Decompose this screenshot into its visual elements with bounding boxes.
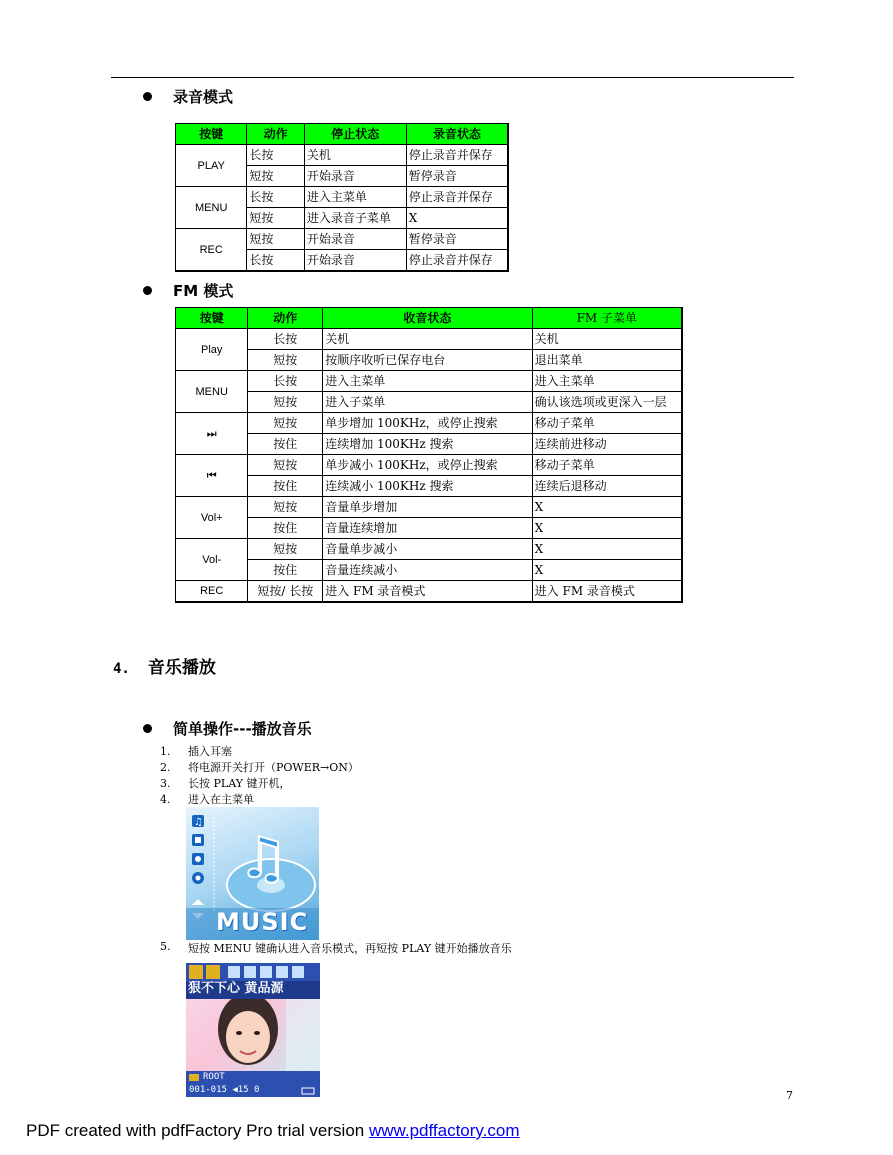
svg-text:♫: ♫	[238, 826, 289, 891]
column-header: 录音状态	[406, 124, 508, 145]
table-row	[176, 329, 683, 350]
table-cell: 连续前进移动	[532, 434, 682, 455]
table-cell: 长按	[247, 145, 305, 166]
title-bar	[186, 963, 320, 981]
table-header-row	[176, 308, 683, 329]
column-header: 动作	[247, 124, 305, 145]
section-number: 4.	[113, 661, 130, 677]
table-cell: 短按	[248, 392, 323, 413]
key-cell: ⏭	[176, 413, 248, 455]
table-row	[176, 187, 509, 208]
table-cell: 短按	[247, 208, 305, 229]
column-header: 按键	[176, 308, 248, 329]
table-cell: 移动子菜单	[532, 413, 682, 434]
rec-mode-table	[175, 123, 509, 272]
list-item: 5. 短按 MENU 键确认进入音乐模式，再短按 PLAY 键开始播放音乐	[160, 940, 512, 955]
table-cell: 开始录音	[304, 229, 406, 250]
svg-text:♫: ♫	[194, 817, 203, 828]
bullet-icon	[143, 92, 152, 101]
table-header-row	[176, 124, 509, 145]
table-cell: 退出菜单	[532, 350, 682, 371]
list-item: 1. 插入耳塞	[160, 745, 232, 758]
table-row	[176, 434, 683, 455]
table-cell: 进入 FM 录音模式	[323, 581, 532, 603]
table-row	[176, 560, 683, 581]
table-cell: X	[406, 208, 508, 229]
key-cell: MENU	[176, 371, 248, 413]
table-cell: 按住	[248, 476, 323, 497]
table-cell: 进入主菜单	[304, 187, 406, 208]
table-cell: 按住	[248, 434, 323, 455]
radio-icon	[192, 853, 204, 865]
table-cell: 停止录音并保存	[406, 250, 508, 272]
table-cell: 音量连续增加	[323, 518, 532, 539]
album-art	[186, 999, 320, 1071]
table-cell: 短按	[248, 350, 323, 371]
table-cell: 单步增加 100KHz，或停止搜索	[323, 413, 532, 434]
table-cell: 进入主菜单	[323, 371, 532, 392]
menu-icons	[192, 815, 204, 919]
table-cell: 按住	[248, 518, 323, 539]
folder-name: ROOT	[203, 1072, 225, 1082]
key-cell: Vol+	[176, 497, 248, 539]
column-header: 停止状态	[304, 124, 406, 145]
track-status: 001-015 ◀15 0	[189, 1085, 260, 1095]
song-title: 狠不下心 黄品源	[188, 981, 318, 997]
table-row	[176, 581, 683, 603]
table-cell: 音量单步减小	[323, 539, 532, 560]
table-cell: 关机	[532, 329, 682, 350]
footer	[26, 1121, 520, 1141]
table-row	[176, 350, 683, 371]
column-header: 按键	[176, 124, 247, 145]
table-row	[176, 371, 683, 392]
table-row	[176, 413, 683, 434]
list-item: 3. 长按 PLAY 键开机，	[160, 777, 291, 790]
table-cell: 连续后退移动	[532, 476, 682, 497]
column-header: 动作	[248, 308, 323, 329]
table-cell: 进入录音子菜单	[304, 208, 406, 229]
key-cell: ⏮	[176, 455, 248, 497]
bullet-icon	[143, 724, 152, 733]
subsection-heading	[143, 718, 312, 739]
film-icon	[192, 834, 204, 846]
table-cell: 暂停录音	[406, 229, 508, 250]
section-title: 音乐播放	[147, 658, 216, 678]
table-cell: 短按/ 长按	[248, 581, 323, 603]
table-cell: 确认该选项或更深入一层	[532, 392, 682, 413]
main-menu-screenshot	[186, 807, 319, 940]
table-cell: 短按	[248, 455, 323, 476]
table-cell: 关机	[304, 145, 406, 166]
column-header: 收音状态	[323, 308, 532, 329]
playback-screenshot	[186, 963, 320, 1097]
table-cell: 开始录音	[304, 166, 406, 187]
table-row	[176, 229, 509, 250]
table-row	[176, 455, 683, 476]
music-note-icon	[192, 815, 204, 828]
table-cell: 长按	[248, 371, 323, 392]
table-cell: 停止录音并保存	[406, 187, 508, 208]
table-cell: 音量连续减小	[323, 560, 532, 581]
big-music-note-icon	[238, 826, 288, 891]
table-cell: 进入主菜单	[532, 371, 682, 392]
bullet-icon	[143, 286, 152, 295]
table-cell: 移动子菜单	[532, 455, 682, 476]
table-row	[176, 518, 683, 539]
table-cell: 连续增加 100KHz 搜索	[323, 434, 532, 455]
table-cell: 连续减小 100KHz 搜索	[323, 476, 532, 497]
battery-icon	[302, 1088, 314, 1094]
fm-mode-title: FM 模式	[173, 282, 234, 300]
pdffactory-link[interactable]: www.pdffactory.com	[368, 1121, 520, 1140]
table-cell: 短按	[247, 166, 305, 187]
rec-mode-title: 录音模式	[173, 88, 234, 106]
lyric-block-icon	[189, 965, 203, 979]
table-row	[176, 392, 683, 413]
table-cell: 暂停录音	[406, 166, 508, 187]
key-cell: Vol-	[176, 539, 248, 581]
page-number: 7	[786, 1089, 793, 1102]
key-cell: REC	[176, 229, 247, 272]
table-row	[176, 476, 683, 497]
status-area	[186, 1071, 320, 1097]
record-icon	[192, 872, 204, 884]
table-cell: 停止录音并保存	[406, 145, 508, 166]
top-rule	[111, 77, 794, 78]
steps-list-a	[160, 744, 359, 808]
table-cell: 进入子菜单	[323, 392, 532, 413]
table-cell: X	[532, 539, 682, 560]
table-cell: 进入 FM 录音模式	[532, 581, 682, 603]
table-cell: X	[532, 497, 682, 518]
table-cell: 长按	[247, 250, 305, 272]
table-cell: X	[532, 518, 682, 539]
music-label: MUSIC	[216, 908, 309, 936]
table-cell: 开始录音	[304, 250, 406, 272]
fm-mode-heading	[143, 280, 233, 301]
table-cell: 短按	[248, 497, 323, 518]
table-cell: 长按	[247, 187, 305, 208]
list-item: 2. 将电源开关打开（POWER→ON）	[160, 761, 359, 774]
list-item: 4. 进入在主菜单	[160, 793, 254, 806]
table-row	[176, 145, 509, 166]
arrow-up-icon	[192, 899, 204, 905]
folder-icon	[189, 1074, 199, 1081]
table-cell: 按顺序收听已保存电台	[323, 350, 532, 371]
key-cell: REC	[176, 581, 248, 603]
key-cell: PLAY	[176, 145, 247, 187]
key-cell: Play	[176, 329, 248, 371]
fm-mode-table	[175, 307, 683, 603]
table-cell: 短按	[248, 539, 323, 560]
table-cell: 短按	[248, 413, 323, 434]
rec-mode-heading	[143, 86, 233, 107]
table-cell: 按住	[248, 560, 323, 581]
face-graphic	[226, 1011, 270, 1063]
table-cell: 音量单步增加	[323, 497, 532, 518]
table-row	[176, 497, 683, 518]
table-cell: X	[532, 560, 682, 581]
table-cell: 短按	[247, 229, 305, 250]
key-cell: MENU	[176, 187, 247, 229]
table-row	[176, 539, 683, 560]
section-heading	[113, 653, 216, 678]
table-cell: 关机	[323, 329, 532, 350]
table-cell: 长按	[248, 329, 323, 350]
footer-text: PDF created with pdfFactory Pro trial version	[26, 1121, 369, 1140]
subsection-title: 简单操作---播放音乐	[173, 720, 312, 738]
table-cell: 单步减小 100KHz，或停止搜索	[323, 455, 532, 476]
column-header: FM 子菜单	[532, 308, 682, 329]
